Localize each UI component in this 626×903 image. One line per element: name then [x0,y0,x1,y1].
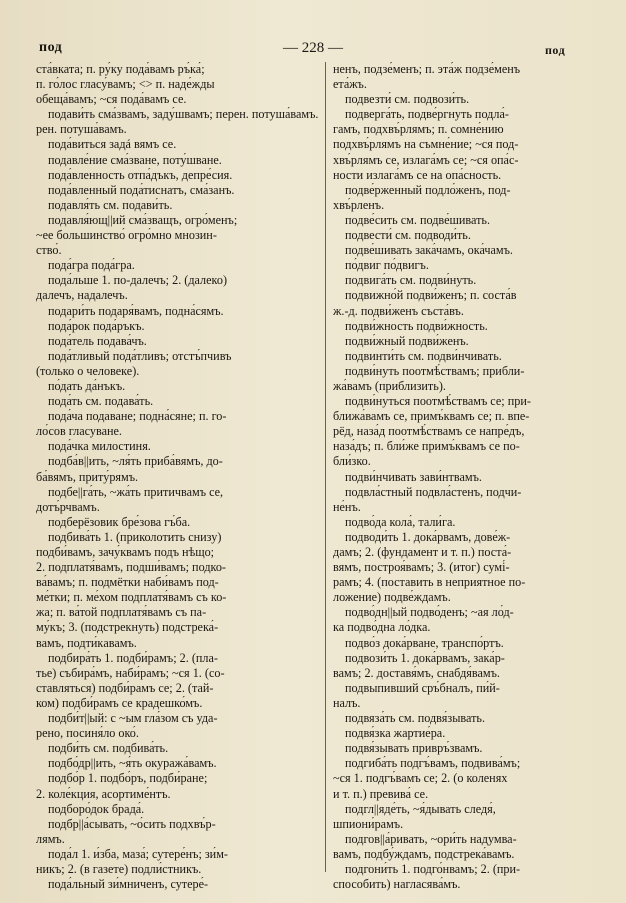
dictionary-line: подгони́ть 1. подго́нвамъ; 2. (при- [345,861,521,876]
dictionary-line: ме́тки; п. ме́хом подплатя́вамъ съ ко- [36,590,227,605]
dictionary-line: пода́ть см. подава́ть. [48,394,154,409]
dictionary-line: ета́жъ. [333,77,367,92]
dictionary-line: пода́вленность отпа́дъкъ, депре́сия. [48,167,233,182]
dictionary-line: ненъ, подзе́менъ; п. эта́ж подзе́менъ [333,62,521,76]
dictionary-line: подавля́ть см. подави́ть. [48,197,173,212]
dictionary-line: способить) нагласява́мъ. [333,877,461,892]
dictionary-line: вамъ, подбу́ждамъ, подстрека́вамъ. [333,846,515,861]
dictionary-line: подави́ть сма́звамъ, заду́швамъ; перен. потуша́вамъ. [48,107,319,122]
dictionary-line: пода́вленный пода́тиснатъ, сма́занъ. [48,182,235,197]
dictionary-line: подгл||яде́ть, ~я́дывать следя́, [345,801,496,816]
dictionary-line: подво́дн||ый подво́денъ; ~ая ло́д- [345,605,514,620]
dictionary-line: ~ся 1. подгъ́вамъ се; 2. (о коленях [333,771,508,786]
dictionary-line: подбр||а́сывать, ~о́сить подхвъ́р- [48,816,216,831]
dictionary-line: подви́нуться поотмѣ́ствамъ се; при- [345,394,531,409]
dictionary-line: подве́рженный подло́женъ, под- [345,182,511,197]
dictionary-line: ставляться) подби́рамъ се; 2. (тай- [36,680,214,695]
dictionary-line: хвъ́рлямъ се, излага́мъ се; ~ся опа́с- [333,152,519,167]
dictionary-line: подгов||а́ривать, ~ори́ть надумва- [345,831,517,846]
dictionary-line: ло́сов гласуване. [36,424,122,439]
dictionary-line: подари́ть подаря́вамъ, подна́сямъ. [48,303,224,318]
dictionary-line: налъ. [333,695,361,710]
dictionary-line: подвига́ть см. подви́нуть. [345,273,477,288]
dictionary-line: по́двиг по́двигъ. [345,258,429,273]
dictionary-line: гамъ, подхвъ́рлямъ; п. сомне́нию [333,122,504,137]
dictionary-line: подвя́зывать привръ́звамъ. [345,741,483,756]
dictionary-line: (только о человеке). [36,363,140,378]
dictionary-line: не́нъ. [333,499,361,514]
dictionary-line: подвезти́ см. подвози́ть. [345,92,470,107]
dictionary-line: подбира́ть 1. подби́рамъ; 2. (пла- [48,650,218,665]
dictionary-line: подгиба́ть подгъ́вамъ, подвива́мъ; [345,756,521,771]
page-header [0,40,626,60]
dictionary-line: подборо́док брада́. [48,801,145,816]
dictionary-line: п. го́лос гласу́вамъ; <> п. наде́жды [36,77,215,92]
dictionary-line: пода́рок пода́ръкъ. [48,318,145,333]
dictionary-line: рамъ; 4. (поставить в неприятное по- [333,575,526,590]
dictionary-line: 2. коле́кция, асортиме́нтъ. [36,786,171,801]
dictionary-line: подавле́ние сма́зване, поту́шване. [48,152,222,167]
dictionary-line: подхвъ́рлямъ на съмне́ние; ~ся под- [333,137,519,152]
dictionary-line: подбива́ть 1. (приколотить снизу) [48,529,222,544]
dictionary-line: пода́тливый пода́тливъ; отстъ́пчивъ [48,348,232,363]
dictionary-line: ва́вамъ; п. подмётки наби́вамъ под- [36,575,219,590]
dictionary-line: пода́льше 1. по-далечъ; 2. (далеко) [48,273,228,288]
dictionary-line: подбо́др||ить, ~я́ть окуража́вамъ. [48,756,217,771]
dictionary-line: подви́жность подви́жность. [345,318,488,333]
dictionary-line: жа́вамъ (приблизить). [333,378,446,393]
dictionary-line: подви́нчивать зави́нтвамъ. [345,469,482,484]
header-right-word: под [545,43,566,57]
dictionary-line: ста́вката; п. ру́ку пода́вамъ ръ́ка́; [36,62,205,76]
dictionary-line: ности излага́мъ се на опа́сность. [333,167,502,182]
dictionary-line: бли́зко. [333,454,371,469]
dictionary-line: подверга́ть, подве́ргнуть подла́- [345,107,509,122]
dictionary-line: подве́сить см. подве́шивать. [345,212,491,227]
dictionary-line: ж.-д. подви́женъ съста́въ. [333,303,464,318]
dictionary-line: подвижно́й подви́женъ; п. соста́в [345,288,517,303]
dictionary-line: вамъ, подти́кaвамъ. [36,635,137,650]
dictionary-line: подберёзовик бре́зова гъ́ба. [48,514,191,529]
dictionary-line: дотъ́рчвамъ. [36,499,100,514]
dictionary-line: пода́льный зи́мниченъ, сутере́- [48,877,209,892]
dictionary-line: дамъ; 2. (фундамент и т. п.) поста́- [333,545,512,559]
dictionary-line: обеща́вамъ; ~ся пода́вамъ се. [36,92,187,107]
dictionary-line: ка подво́дна ло́дка. [333,620,431,635]
dictionary-line: пода́тель подава́чъ. [48,333,147,348]
dictionary-line: шпиони́рамъ. [333,816,404,831]
dictionary-line: му́къ; 3. (подстрекнуть) подстрека́- [36,620,219,635]
dictionary-line: ство́. [36,243,62,258]
dictionary-line: 2. подплатя́вамъ, подши́вамъ; подко- [36,560,226,575]
dictionary-line: вямъ, построя́вамъ; 3. (итог) сумі́- [333,560,510,575]
dictionary-line: подвози́ть 1. дока́рвамъ, зака́р- [345,650,505,665]
dictionary-line: подвла́стный подвла́стенъ, подчи- [345,484,522,499]
dictionary-line: пода́виться задá вямъ се. [48,137,177,152]
dictionary-line: пода́ча подаване; подна́сяне; п. го- [48,409,227,424]
dictionary-line: ~ее большинство́ огро́мно мнозин- [36,228,217,243]
dictionary-line: подво́да кола́, тали́га. [345,514,456,529]
dictionary-line: и т. п.) превива́ се. [333,786,429,801]
dictionary-line: подвыпивший сръ́бналъ, пи́й- [345,680,500,695]
dictionary-line: подвяза́ть см. подвя́зывать. [345,711,486,726]
dictionary-line: подби́т||ый: с ~ым гла́зом съ уда- [48,711,218,726]
dictionary-line: подво́з дока́рване, транспо́ртъ. [345,635,504,650]
dictionary-line: подвести́ см. подводи́ть. [345,228,471,243]
dictionary-line: рен. потуша́вамъ. [36,122,127,137]
dictionary-line: подби́вамъ, зачу́квамъ подъ нѣщо; [36,545,215,559]
dictionary-line: подви́нуть поотмѣ́ствамъ; прибли- [345,363,525,378]
dictionary-line: лямъ. [36,831,65,846]
right-column [333,62,606,892]
header-left-word: под [39,40,63,55]
dictionary-line: пода́л 1. и́зба, маза́; сутере́нъ; зи́м- [48,846,228,861]
dictionary-line: далечъ, надалечъ. [36,288,128,303]
dictionary-line: подби́ть см. подбива́ть. [48,741,169,756]
dictionary-line: ком) подби́рамъ се крадешко́мъ. [36,695,203,710]
dictionary-line: вамъ; 2. доставя́мъ, снабдя́вамъ. [333,665,500,680]
dictionary-line: тье) събира́мъ, наби́рамъ; ~ся 1. (со- [36,665,225,680]
dictionary-line: подба́в||ить, ~ля́ть приба́вямъ, до- [48,454,223,469]
dictionary-line: подводи́ть 1. дока́рвамъ, дове́ж- [345,529,511,544]
dictionary-line: ба́вямъ, приту́рямъ. [36,469,139,484]
column-divider [325,62,326,872]
dictionary-line: подви́жный подви́женъ. [345,333,469,348]
dictionary-line: рёд, наза́д поотмѣ́ствамъ се напре́дъ, [333,424,525,439]
dictionary-line: по́дать да́нъкъ. [48,378,126,393]
page-number: — 228 — [283,40,343,56]
dictionary-line: подбо́р 1. подбо́ръ, подби́ране; [48,771,208,786]
dictionary-line: пода́гра пода́гра. [48,258,135,273]
dictionary-line: подбе||га́ть, ~жа́ть притичвамъ се, [48,484,224,499]
dictionary-line: ближа́вамъ се, примъ́квамъ се; п. впе- [333,409,530,424]
left-column [36,62,320,892]
dictionary-line: рено, посиня́ло око́. [36,726,139,741]
dictionary-line: подве́шивать зака́чамъ, ока́чамъ. [345,243,513,258]
dictionary-line: пода́чка милостиня. [48,439,151,454]
dictionary-line: подавля́ющ||ий сма́звaщъ, огро́менъ; [48,212,238,227]
dictionary-line: подвя́зка жартие́ра. [345,726,446,741]
dictionary-line: жа; п. ва́той подплатя́вамъ съ па- [36,605,207,620]
dictionary-line: наза́дъ; п. бли́же примъ́квамъ се по- [333,439,520,454]
dictionary-line: хвъ́рленъ. [333,197,385,212]
dictionary-line: подвинти́ть см. подви́нчивать. [345,348,502,363]
dictionary-line: ложение) подве́ждамъ. [333,590,451,605]
dictionary-line: никъ; 2. (в газете) подли́стникъ. [36,861,202,876]
